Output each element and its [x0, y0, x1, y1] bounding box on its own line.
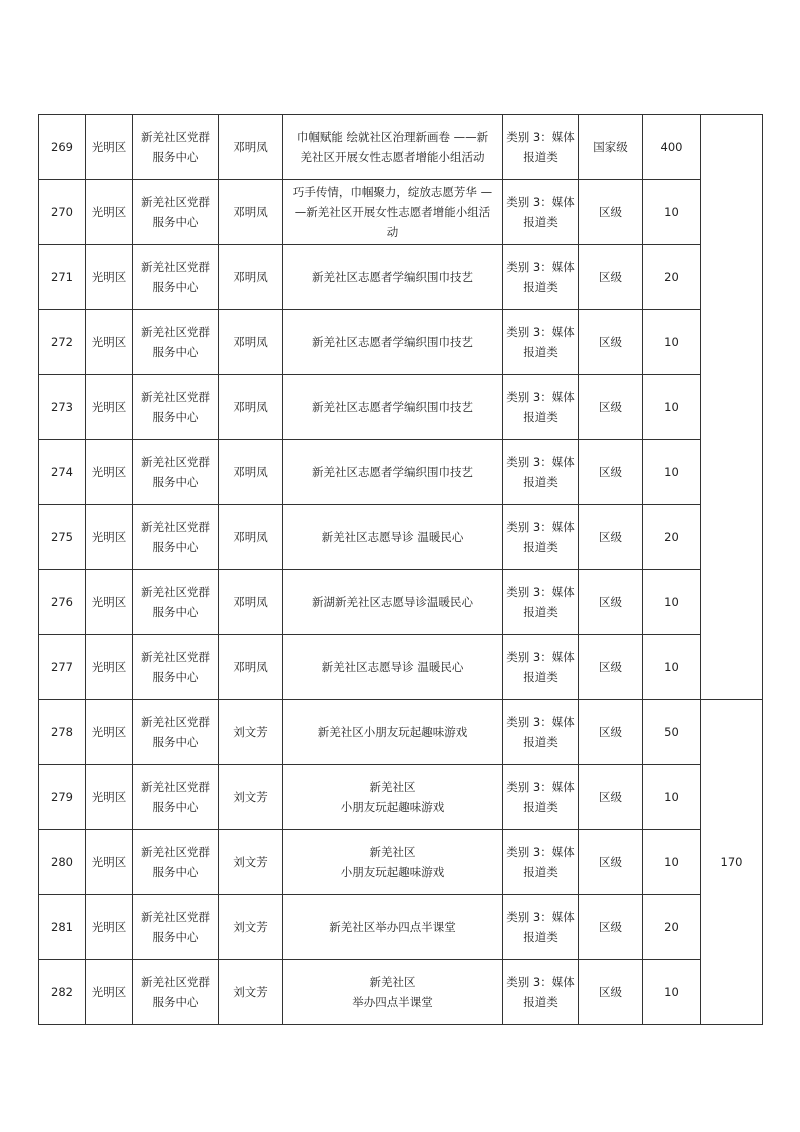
cell-level: 区级	[579, 180, 643, 245]
cell-category: 类别 3：媒体 报道类	[503, 895, 579, 960]
cell-score: 10	[643, 830, 701, 895]
cell-score: 20	[643, 245, 701, 310]
table-row	[39, 440, 763, 505]
cell-district: 光明区	[86, 505, 133, 570]
cell-no: 278	[39, 700, 86, 765]
cell-level: 区级	[579, 245, 643, 310]
cell-level: 区级	[579, 765, 643, 830]
cell-org: 新羌社区党群 服务中心	[133, 700, 219, 765]
cell-district: 光明区	[86, 570, 133, 635]
cell-level: 区级	[579, 440, 643, 505]
cell-person: 邓明凤	[219, 505, 283, 570]
cell-title: 新羌社区小朋友玩起趣味游戏	[283, 700, 503, 765]
cell-person: 刘文芳	[219, 895, 283, 960]
cell-title: 新羌社区 小朋友玩起趣味游戏	[283, 765, 503, 830]
cell-district: 光明区	[86, 895, 133, 960]
cell-person: 邓明凤	[219, 115, 283, 180]
cell-level: 区级	[579, 895, 643, 960]
cell-person: 邓明凤	[219, 440, 283, 505]
cell-org: 新羌社区党群 服务中心	[133, 245, 219, 310]
cell-district: 光明区	[86, 635, 133, 700]
cell-person: 邓明凤	[219, 245, 283, 310]
cell-person: 邓明凤	[219, 635, 283, 700]
cell-district: 光明区	[86, 375, 133, 440]
cell-org: 新羌社区党群 服务中心	[133, 570, 219, 635]
cell-org: 新羌社区党群 服务中心	[133, 375, 219, 440]
cell-score: 10	[643, 960, 701, 1025]
cell-district: 光明区	[86, 960, 133, 1025]
cell-no: 272	[39, 310, 86, 375]
cell-org: 新羌社区党群 服务中心	[133, 505, 219, 570]
table-row	[39, 960, 763, 1025]
cell-person: 刘文芳	[219, 765, 283, 830]
score-table	[38, 114, 763, 1025]
cell-no: 275	[39, 505, 86, 570]
cell-org: 新羌社区党群 服务中心	[133, 115, 219, 180]
cell-person: 刘文芳	[219, 700, 283, 765]
cell-district: 光明区	[86, 765, 133, 830]
cell-score: 10	[643, 765, 701, 830]
cell-person: 刘文芳	[219, 830, 283, 895]
table-row	[39, 830, 763, 895]
cell-level: 区级	[579, 505, 643, 570]
cell-level: 区级	[579, 960, 643, 1025]
cell-score: 10	[643, 440, 701, 505]
cell-district: 光明区	[86, 180, 133, 245]
cell-category: 类别 3：媒体 报道类	[503, 245, 579, 310]
cell-score: 10	[643, 310, 701, 375]
cell-category: 类别 3：媒体 报道类	[503, 700, 579, 765]
cell-no: 276	[39, 570, 86, 635]
cell-score: 10	[643, 635, 701, 700]
table-row	[39, 115, 763, 180]
cell-score: 10	[643, 375, 701, 440]
table-row	[39, 180, 763, 245]
cell-title: 新羌社区志愿者学编织围巾技艺	[283, 375, 503, 440]
cell-no: 269	[39, 115, 86, 180]
cell-category: 类别 3：媒体 报道类	[503, 830, 579, 895]
cell-district: 光明区	[86, 115, 133, 180]
cell-person: 邓明凤	[219, 375, 283, 440]
cell-org: 新羌社区党群 服务中心	[133, 635, 219, 700]
table-row	[39, 765, 763, 830]
cell-level: 区级	[579, 570, 643, 635]
cell-no: 277	[39, 635, 86, 700]
cell-category: 类别 3：媒体 报道类	[503, 635, 579, 700]
cell-title: 新羌社区 举办四点半课堂	[283, 960, 503, 1025]
cell-category: 类别 3：媒体 报道类	[503, 375, 579, 440]
cell-district: 光明区	[86, 830, 133, 895]
cell-category: 类别 3：媒体 报道类	[503, 440, 579, 505]
cell-level: 区级	[579, 310, 643, 375]
cell-district: 光明区	[86, 245, 133, 310]
cell-title: 新羌社区志愿导诊 温暖民心	[283, 635, 503, 700]
cell-title: 巾帼赋能 绘就社区治理新画卷 ——新 羌社区开展女性志愿者增能小组活动	[283, 115, 503, 180]
cell-person: 邓明凤	[219, 180, 283, 245]
table-row	[39, 635, 763, 700]
cell-level: 区级	[579, 700, 643, 765]
cell-no: 279	[39, 765, 86, 830]
cell-title: 新羌社区 小朋友玩起趣味游戏	[283, 830, 503, 895]
cell-category: 类别 3：媒体 报道类	[503, 570, 579, 635]
cell-level: 区级	[579, 830, 643, 895]
cell-group-total-a	[701, 115, 763, 700]
cell-level: 区级	[579, 375, 643, 440]
cell-person: 邓明凤	[219, 570, 283, 635]
cell-category: 类别 3：媒体 报道类	[503, 310, 579, 375]
cell-category: 类别 3：媒体 报道类	[503, 180, 579, 245]
table-row	[39, 375, 763, 440]
cell-level: 国家级	[579, 115, 643, 180]
cell-no: 273	[39, 375, 86, 440]
cell-score: 20	[643, 505, 701, 570]
cell-category: 类别 3：媒体 报道类	[503, 765, 579, 830]
cell-title: 新羌社区志愿者学编织围巾技艺	[283, 310, 503, 375]
cell-score: 400	[643, 115, 701, 180]
cell-person: 刘文芳	[219, 960, 283, 1025]
cell-category: 类别 3：媒体 报道类	[503, 115, 579, 180]
cell-title: 新羌社区志愿者学编织围巾技艺	[283, 440, 503, 505]
cell-org: 新羌社区党群 服务中心	[133, 895, 219, 960]
cell-district: 光明区	[86, 440, 133, 505]
table-row	[39, 245, 763, 310]
table-row	[39, 570, 763, 635]
cell-title: 新羌社区志愿者学编织围巾技艺	[283, 245, 503, 310]
cell-org: 新羌社区党群 服务中心	[133, 830, 219, 895]
cell-category: 类别 3：媒体 报道类	[503, 960, 579, 1025]
cell-group-total-b: 170	[701, 700, 763, 1025]
cell-title: 新羌社区举办四点半课堂	[283, 895, 503, 960]
cell-org: 新羌社区党群 服务中心	[133, 440, 219, 505]
cell-score: 10	[643, 570, 701, 635]
cell-level: 区级	[579, 635, 643, 700]
cell-district: 光明区	[86, 700, 133, 765]
cell-no: 274	[39, 440, 86, 505]
cell-category: 类别 3：媒体 报道类	[503, 505, 579, 570]
cell-person: 邓明凤	[219, 310, 283, 375]
cell-title: 巧手传情，巾帼聚力，绽放志愿芳华 — —新羌社区开展女性志愿者增能小组活 动	[283, 180, 503, 245]
cell-no: 282	[39, 960, 86, 1025]
cell-title: 新羌社区志愿导诊 温暖民心	[283, 505, 503, 570]
cell-no: 271	[39, 245, 86, 310]
cell-score: 10	[643, 180, 701, 245]
cell-no: 281	[39, 895, 86, 960]
cell-org: 新羌社区党群 服务中心	[133, 180, 219, 245]
table-row	[39, 700, 763, 765]
cell-score: 50	[643, 700, 701, 765]
cell-org: 新羌社区党群 服务中心	[133, 765, 219, 830]
cell-org: 新羌社区党群 服务中心	[133, 960, 219, 1025]
cell-no: 270	[39, 180, 86, 245]
cell-org: 新羌社区党群 服务中心	[133, 310, 219, 375]
table-row	[39, 505, 763, 570]
cell-score: 20	[643, 895, 701, 960]
cell-no: 280	[39, 830, 86, 895]
cell-district: 光明区	[86, 310, 133, 375]
table-row	[39, 310, 763, 375]
table-row	[39, 895, 763, 960]
cell-title: 新湖新羌社区志愿导诊温暖民心	[283, 570, 503, 635]
